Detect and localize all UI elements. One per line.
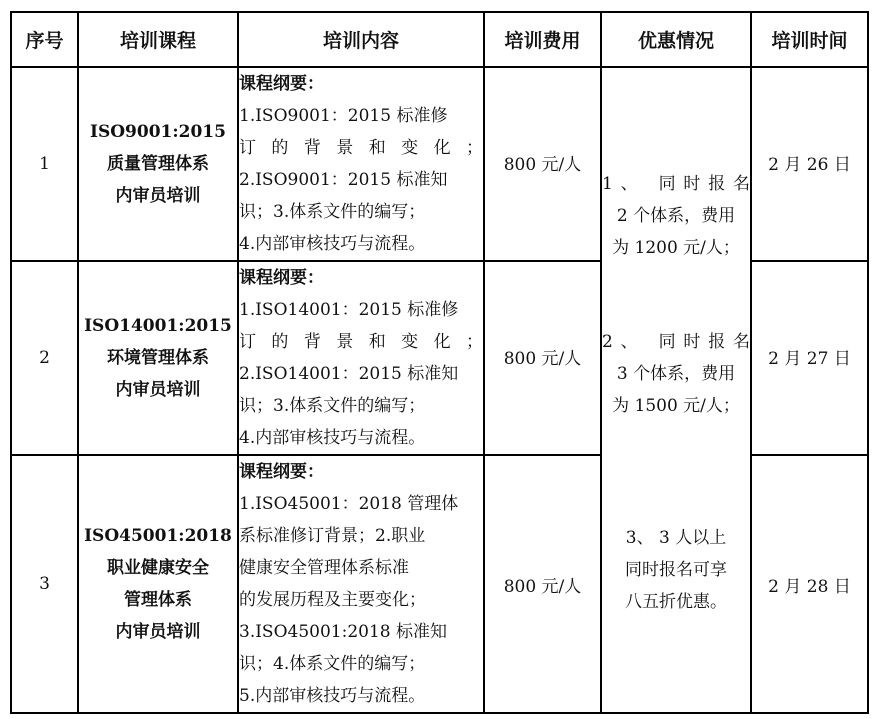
discount-line: 为 1200 元/人；	[612, 238, 740, 258]
course-type: 内审员培训	[115, 186, 201, 206]
content-line: 订的背景和变化；	[239, 138, 483, 158]
course-system: 环境管理体系	[107, 348, 209, 368]
discount-line: 2、 同时报名	[602, 332, 750, 352]
header-course: 培训课程	[78, 12, 238, 67]
course-cell	[78, 261, 238, 455]
course-type: 内审员培训	[115, 380, 201, 400]
course-code: ISO45001:2018	[84, 526, 232, 546]
table-row	[11, 67, 868, 261]
content-cell	[238, 261, 484, 455]
content-line: 4.内部审核技巧与流程。	[239, 428, 426, 448]
course-cell	[78, 455, 238, 713]
content-line: 1.ISO9001：2015 标准修	[239, 106, 448, 126]
header-time: 培训时间	[751, 12, 868, 67]
header-discount: 优惠情况	[601, 12, 751, 67]
course-code: ISO9001:2015	[90, 122, 226, 142]
course-system-2: 管理体系	[124, 590, 192, 610]
discount-line: 1、 同时报名	[602, 174, 750, 194]
discount-line: 同时报名可享	[625, 560, 727, 580]
content-line: 1.ISO45001：2018 管理体	[239, 494, 459, 514]
training-schedule-table	[10, 11, 869, 714]
content-line: 1.ISO14001：2015 标准修	[239, 300, 459, 320]
course-system: 职业健康安全	[107, 558, 209, 578]
seq-cell: 1	[11, 67, 78, 261]
time-cell: 2 月 28 日	[751, 455, 868, 713]
discount-cell	[601, 67, 751, 713]
discount-line: 为 1500 元/人；	[612, 396, 740, 416]
content-line: 健康安全管理体系标准	[239, 558, 409, 578]
time-cell: 2 月 26 日	[751, 67, 868, 261]
content-line: 5.内部审核技巧与流程。	[239, 686, 426, 706]
content-line: 识；3.体系文件的编写；	[239, 202, 426, 222]
header-fee: 培训费用	[484, 12, 601, 67]
content-line: 2.ISO14001：2015 标准知	[239, 364, 459, 384]
discount-line: 八五折优惠。	[625, 592, 727, 612]
discount-line: 2 个体系，费用	[616, 206, 736, 226]
content-cell	[238, 67, 484, 261]
discount-line: 3 个体系，费用	[616, 364, 736, 384]
header-content: 培训内容	[238, 12, 484, 67]
header-seq: 序号	[11, 12, 78, 67]
content-line: 订的背景和变化；	[239, 332, 483, 352]
seq-cell: 2	[11, 261, 78, 455]
content-label: 课程纲要：	[239, 74, 324, 94]
seq-cell: 3	[11, 455, 78, 713]
fee-cell: 800 元/人	[484, 261, 601, 455]
content-line: 3.ISO45001:2018 标准知	[239, 622, 447, 642]
content-line: 的发展历程及主要变化；	[239, 590, 426, 610]
content-label: 课程纲要：	[239, 462, 324, 482]
content-line: 识；4.体系文件的编写；	[239, 654, 426, 674]
course-system: 质量管理体系	[107, 154, 209, 174]
content-cell	[238, 455, 484, 713]
time-cell: 2 月 27 日	[751, 261, 868, 455]
discount-line: 3、 3 人以上	[625, 528, 727, 548]
content-label: 课程纲要：	[239, 268, 324, 288]
fee-cell: 800 元/人	[484, 67, 601, 261]
content-line: 识；3.体系文件的编写；	[239, 396, 426, 416]
discount-item	[602, 522, 750, 618]
course-cell	[78, 67, 238, 261]
content-line: 2.ISO9001：2015 标准知	[239, 170, 448, 190]
content-line: 系标准修订背景；2.职业	[239, 526, 426, 546]
discount-item	[602, 326, 750, 422]
discount-item	[602, 168, 750, 264]
fee-cell: 800 元/人	[484, 455, 601, 713]
course-type: 内审员培训	[115, 622, 201, 642]
content-line: 4.内部审核技巧与流程。	[239, 234, 426, 254]
header-row	[11, 12, 868, 67]
course-code: ISO14001:2015	[84, 316, 232, 336]
